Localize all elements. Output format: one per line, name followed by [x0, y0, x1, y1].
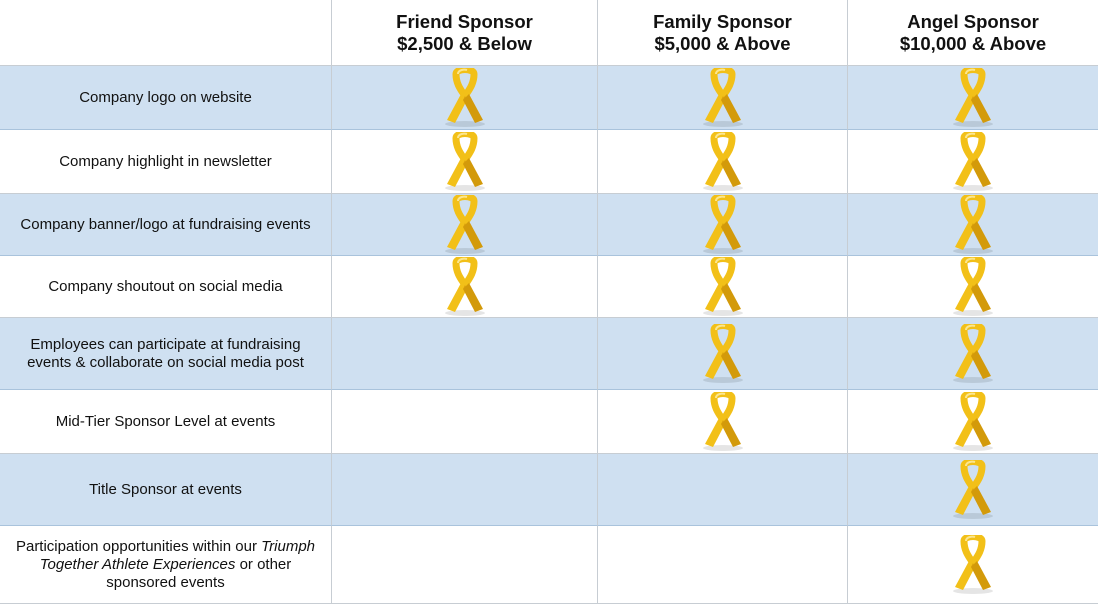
row-label: Company highlight in newsletter: [0, 130, 332, 194]
row-label-line: [40, 556, 292, 574]
yellow-ribbon-icon: [439, 132, 491, 192]
angel-cell: [848, 454, 1098, 526]
row-label-line: [16, 538, 315, 556]
yellow-ribbon-icon: [947, 195, 999, 255]
row-label: Title Sponsor at events: [0, 454, 332, 526]
friend-cell: [332, 256, 598, 318]
yellow-ribbon-icon: [947, 68, 999, 128]
yellow-ribbon-icon: [947, 392, 999, 452]
angel-sponsor-title: Angel Sponsor: [907, 10, 1039, 32]
family-cell: [598, 390, 848, 454]
family-sponsor-price: $5,000 & Above: [654, 32, 791, 54]
yellow-ribbon-icon: [697, 392, 749, 452]
friend-cell: [332, 318, 598, 390]
yellow-ribbon-icon: [697, 324, 749, 384]
yellow-ribbon-icon: [439, 195, 491, 255]
angel-cell: [848, 390, 1098, 454]
yellow-ribbon-icon: [439, 68, 491, 128]
row-label: Mid-Tier Sponsor Level at events: [0, 390, 332, 454]
yellow-ribbon-icon: [697, 132, 749, 192]
angel-cell: [848, 194, 1098, 256]
angel-cell: [848, 526, 1098, 604]
row-label-line: Employees can participate at fundraising: [30, 335, 301, 353]
header-empty-cell: [0, 0, 332, 66]
header-angel-sponsor: [848, 0, 1098, 66]
friend-cell: [332, 66, 598, 130]
row-label: Company shoutout on social media: [0, 256, 332, 318]
angel-cell: [848, 318, 1098, 390]
family-cell: [598, 66, 848, 130]
row-label-italic: Triumph: [261, 537, 316, 555]
yellow-ribbon-icon: [697, 195, 749, 255]
yellow-ribbon-icon: [947, 132, 999, 192]
row-label: Company logo on website: [0, 66, 332, 130]
friend-cell: [332, 130, 598, 194]
row-label-italic: Together Athlete Experiences: [39, 555, 236, 573]
yellow-ribbon-icon: [697, 257, 749, 317]
yellow-ribbon-icon: [947, 257, 999, 317]
yellow-ribbon-icon: [439, 257, 491, 317]
family-cell: [598, 256, 848, 318]
header-family-sponsor: [598, 0, 848, 66]
friend-cell: [332, 194, 598, 256]
yellow-ribbon-icon: [947, 460, 999, 520]
family-cell: [598, 526, 848, 604]
friend-sponsor-title: Friend Sponsor: [396, 10, 533, 32]
angel-cell: [848, 256, 1098, 318]
row-label-text: or other: [235, 555, 292, 573]
row-label: [0, 526, 332, 604]
yellow-ribbon-icon: [947, 535, 999, 595]
row-label-line: sponsored events: [106, 573, 225, 591]
family-cell: [598, 130, 848, 194]
family-cell: [598, 194, 848, 256]
angel-cell: [848, 66, 1098, 130]
row-label-line: events & collaborate on social media post: [27, 353, 304, 371]
row-label: Company banner/logo at fundraising events: [0, 194, 332, 256]
family-cell: [598, 454, 848, 526]
friend-sponsor-price: $2,500 & Below: [397, 32, 532, 54]
friend-cell: [332, 454, 598, 526]
friend-cell: [332, 526, 598, 604]
yellow-ribbon-icon: [947, 324, 999, 384]
row-label-text: Participation opportunities within our: [15, 537, 262, 555]
family-sponsor-title: Family Sponsor: [653, 10, 792, 32]
angel-cell: [848, 130, 1098, 194]
friend-cell: [332, 390, 598, 454]
yellow-ribbon-icon: [697, 68, 749, 128]
row-label: [0, 318, 332, 390]
family-cell: [598, 318, 848, 390]
header-friend-sponsor: [332, 0, 598, 66]
angel-sponsor-price: $10,000 & Above: [899, 32, 1047, 54]
